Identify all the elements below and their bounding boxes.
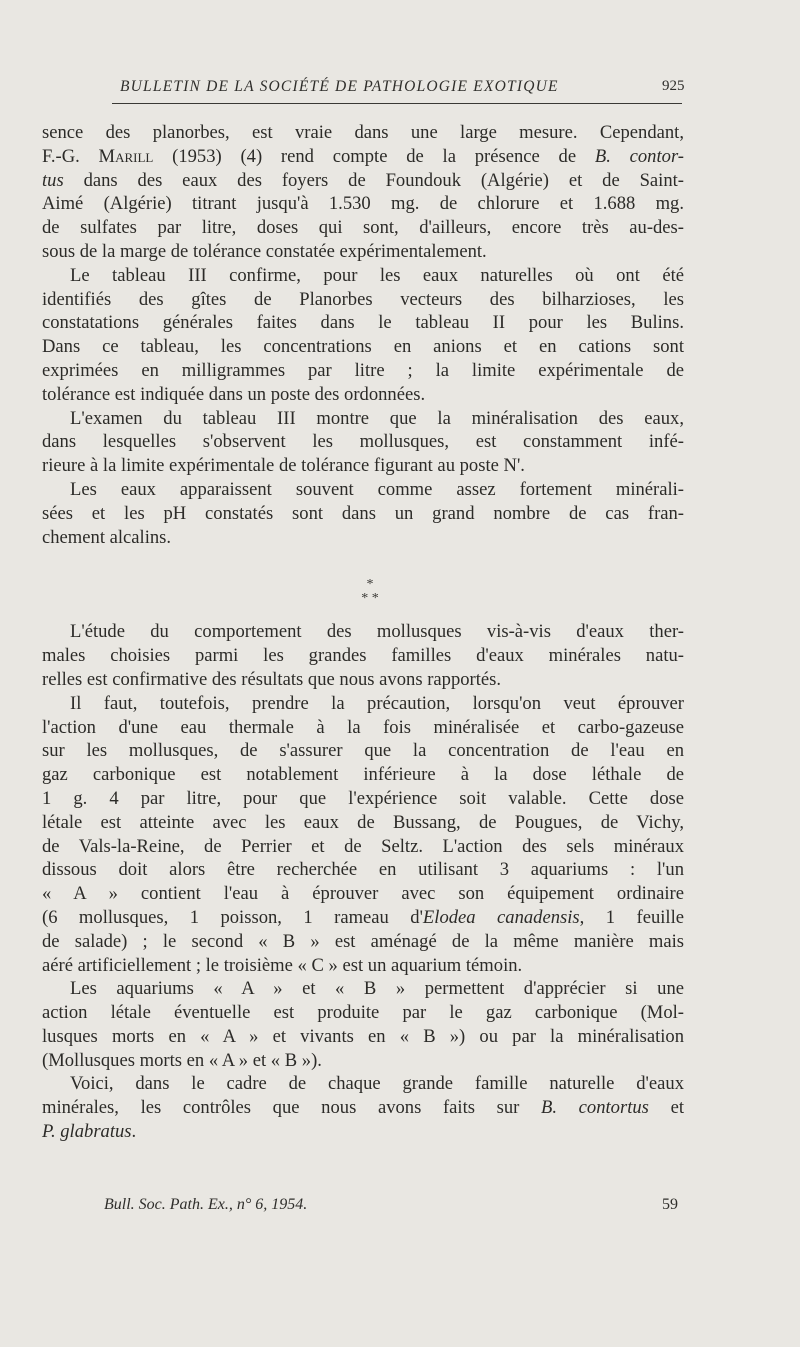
text-fragment: minérales, les contrôles que nous avons faits sur (42, 1097, 542, 1119)
species-name: B. contor- (594, 145, 684, 167)
paragraph-2 (42, 264, 684, 407)
text-line: rieure à la limite expérimentale de tolérance figurant au poste N'. (42, 455, 525, 477)
paragraph-7 (42, 977, 684, 1072)
paragraph-8 (42, 1072, 684, 1143)
text-line: dans lesquelles s'observent les mollusques, est constamment infé- (42, 431, 684, 453)
text-line: action létale éventuelle est produite par le gaz carbonique (Mol- (42, 1002, 684, 1024)
text-line (42, 1096, 684, 1120)
author-name: Marill (98, 145, 154, 167)
text-line: relles est confirmative des résultats que nous avons rapportés. (42, 668, 502, 690)
text-fragment: (6 mollusques, 1 poisson, 1 rameau d' (42, 906, 423, 928)
species-name: tus (42, 169, 64, 191)
asterism-bottom: * * (361, 591, 379, 606)
text-line: Il faut, toutefois, prendre la précaution, lorsqu'on veut éprouver (70, 692, 684, 714)
text-line: sence des planorbes, est vraie dans une large mesure. Cependant, (42, 122, 684, 143)
body-text (42, 121, 684, 1144)
text-fragment: et (648, 1097, 684, 1119)
text-line: létale est atteinte avec les eaux de Bussang, de Pougues, de Vichy, (42, 811, 684, 833)
text-line: tolérance est indiquée dans un poste des ordonnées. (42, 383, 426, 405)
paragraph-6 (42, 692, 684, 978)
text-line: chement alcalins. (42, 526, 172, 548)
text-line: Les eaux apparaissent souvent comme assez fortement minérali- (70, 478, 684, 500)
text-line: L'examen du tableau III montre que la minéralisation des eaux, (70, 407, 684, 429)
text-line: identifiés des gîtes de Planorbes vecteurs des bilharzioses, les (42, 288, 684, 310)
text-line: Aimé (Algérie) titrant jusqu'à 1.530 mg. de chlorure et 1.688 mg. (42, 193, 684, 215)
signature-mark: 59 (662, 1196, 678, 1213)
text-line: constatations générales faites dans le tableau II pour les Bulins. (42, 312, 684, 334)
text-line: (Mollusques morts en « A » et « B »). (42, 1049, 322, 1071)
text-line (42, 169, 684, 193)
text-line: « A » contient l'eau à éprouver avec son équipement ordinaire (42, 883, 684, 905)
paragraph-3 (42, 407, 684, 478)
section-break-asterism (358, 578, 382, 606)
header-rule (112, 103, 682, 104)
text-line: males choisies parmi les grandes familles d'eaux minérales natu- (42, 645, 684, 667)
text-line: aéré artificiellement ; le troisième « C » est un aquarium témoin. (42, 954, 523, 976)
text-fragment: F.-G. (42, 145, 99, 167)
text-line: de Vals-la-Reine, de Perrier et de Seltz. L'action des sels minéraux (42, 835, 684, 857)
text-line: lusques morts en « A » et vivants en « B ») ou par la minéralisation (42, 1025, 684, 1047)
text-line: gaz carbonique est notablement inférieure à la dose léthale de (42, 764, 684, 786)
paragraph-5 (42, 620, 684, 691)
text-line: 1 g. 4 par litre, pour que l'expérience soit valable. Cette dose (42, 787, 684, 809)
text-fragment: , 1 feuille (579, 906, 684, 928)
running-head: BULLETIN DE LA SOCIÉTÉ DE PATHOLOGIE EXOTIQUE (120, 78, 559, 95)
text-line: Voici, dans le cadre de chaque grande famille naturelle d'eaux (70, 1073, 684, 1095)
text-fragment: dans des eaux des foyers de Foundouk (Algérie) et de Saint- (63, 169, 684, 191)
text-line: sur les mollusques, de s'assurer que la concentration de l'eau en (42, 740, 684, 762)
journal-reference: Bull. Soc. Path. Ex., n° 6, 1954. (104, 1196, 308, 1213)
species-name: P. glabratus (42, 1121, 132, 1143)
text-fragment: . (131, 1121, 137, 1143)
text-line: de salade) ; le second « B » est aménagé de la même manière mais (42, 930, 684, 952)
text-line: exprimées en milligrammes par litre ; la limite expérimentale de (42, 359, 684, 381)
species-name: B. contortus (541, 1097, 649, 1119)
text-line: sées et les pH constatés sont dans un grand nombre de cas fran- (42, 502, 684, 524)
text-line (42, 1120, 684, 1144)
text-fragment: (1953) (4) rend compte de la présence de (153, 145, 595, 167)
species-name: Elodea canadensis (422, 906, 580, 928)
text-line: Les aquariums « A » et « B » permettent d'apprécier si une (70, 978, 684, 1000)
paragraph-1 (42, 121, 684, 264)
page-number: 925 (662, 78, 685, 94)
text-line: L'étude du comportement des mollusques vis-à-vis d'eaux ther- (70, 621, 684, 643)
text-line: de sulfates par litre, doses qui sont, d'ailleurs, encore très au-des- (42, 217, 684, 239)
asterism-top: * (366, 577, 374, 592)
text-line: sous de la marge de tolérance constatée expérimentalement. (42, 240, 487, 262)
text-line (42, 145, 684, 169)
paragraph-4 (42, 478, 684, 549)
text-line: Le tableau III confirme, pour les eaux naturelles où ont été (70, 264, 684, 286)
text-line: Dans ce tableau, les concentrations en anions et en cations sont (42, 336, 684, 358)
text-line: dissous doit alors être recherchée en utilisant 3 aquariums : l'un (42, 859, 684, 881)
text-line: l'action d'une eau thermale à la fois minéralisée et carbo-gazeuse (42, 716, 684, 738)
text-line (42, 906, 684, 930)
